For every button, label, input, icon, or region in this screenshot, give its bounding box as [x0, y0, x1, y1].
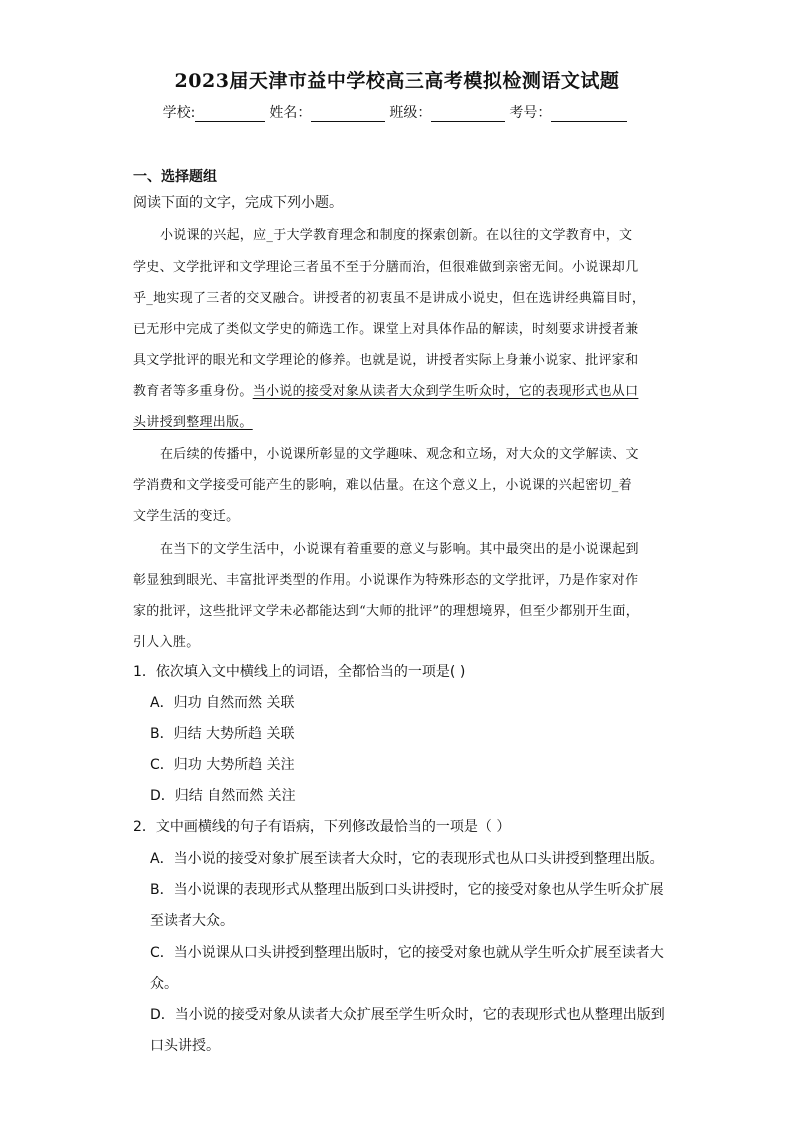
passage-line: 文学生活的变迁。	[133, 509, 240, 524]
passage-line: 小说课的兴起，应_于大学教育理念和制度的探索创新。在以往的文学教育中，文	[160, 228, 633, 243]
question-2-stem: 2．文中画横线的句子有语病，下列修改最恰当的一项是（ ）	[133, 819, 511, 835]
underlined-sentence: 当小说的接受对象从读者大众到学生听众时，它的表现形式也从口	[252, 384, 639, 399]
passage-line	[133, 380, 663, 399]
question-2-option-a[interactable]: A．当小说的接受对象扩展至读者大众时，它的表现形式也从口头讲授到整理出版。	[150, 851, 664, 867]
exam-title: 2023届天津市益中学校高三高考模拟检测语文试题	[174, 70, 620, 92]
question-1-stem: 1．依次填入文中横线上的词语，全都恰当的一项是( )	[133, 664, 466, 680]
question-2-option-d-cont: 口头讲授。	[150, 1038, 220, 1054]
passage-line: 家的批评，这些批评文学未必都能达到“大师的批评”的理想境界，但至少都别开生面，	[133, 604, 639, 619]
passage-line: 学消费和文学接受可能产生的影响，难以估量。在这个意义上，小说课的兴起密切_着	[133, 478, 632, 493]
passage-line: 已无形中完成了类似文学史的筛选工作。课堂上对具体作品的解读，时刻要求讲授者兼	[133, 322, 639, 337]
passage-line: 学史、文学批评和文学理论三者虽不至于分膳而治，但很难做到亲密无间。小说课却几	[133, 260, 639, 275]
id-blank[interactable]	[551, 107, 627, 122]
name-blank[interactable]	[311, 107, 385, 122]
section-heading: 一、选择题组	[133, 169, 217, 185]
class-label: 班级：	[389, 105, 432, 121]
passage-line: 在当下的文学生活中，小说课有着重要的意义与影响。其中最突出的是小说课起到	[160, 542, 639, 557]
question-2-option-c-cont: 众。	[150, 976, 178, 992]
school-label: 学校:	[162, 105, 196, 121]
underlined-sentence: 头讲授到整理出版。	[133, 415, 253, 430]
question-1-option-a[interactable]: A．归功 自然而然 关联	[150, 695, 295, 711]
question-2-option-d[interactable]: D．当小说的接受对象从读者大众扩展至学生听众时，它的表现形式也从整理出版到	[150, 1007, 665, 1023]
question-2-option-c[interactable]: C．当小说课从口头讲授到整理出版时，它的接受对象也就从学生听众扩展至读者大	[150, 945, 664, 961]
passage-line: 彰显独到眼光、丰富批评类型的作用。小说课作为特殊形态的文学批评，乃是作家对作	[133, 573, 639, 588]
name-label: 姓名：	[269, 105, 312, 121]
question-1-option-d[interactable]: D．归结 自然而然 关注	[150, 788, 296, 804]
question-1-option-c[interactable]: C．归功 大势所趋 关注	[150, 757, 295, 773]
student-info-line	[0, 102, 794, 122]
question-1-option-b[interactable]: B．归结 大势所趋 关联	[150, 726, 295, 742]
passage-line: 引人入胜。	[133, 635, 200, 650]
id-label: 考号：	[509, 105, 552, 121]
class-blank[interactable]	[431, 107, 505, 122]
passage-line	[133, 411, 663, 430]
question-2-option-b[interactable]: B．当小说课的表现形式从整理出版到口头讲授时，它的接受对象也从学生听众扩展	[150, 882, 664, 898]
passage-line: 在后续的传播中，小说课所彰显的文学趣味、观念和立场，对大众的文学解读、文	[160, 447, 639, 462]
passage-line: 乎_地实现了三者的交叉融合。讲授者的初衷虽不是讲成小说史，但在选讲经典篇目时，	[133, 291, 646, 306]
school-blank[interactable]	[195, 107, 265, 122]
question-2-option-b-cont: 至读者大众。	[150, 913, 234, 929]
passage-line: 具文学批评的眼光和文学理论的修养。也就是说，讲授者实际上身兼小说家、批评家和	[133, 353, 639, 368]
section-instruction: 阅读下面的文字，完成下列小题。	[133, 195, 343, 211]
passage-text: 教育者等多重身份。	[133, 384, 253, 399]
